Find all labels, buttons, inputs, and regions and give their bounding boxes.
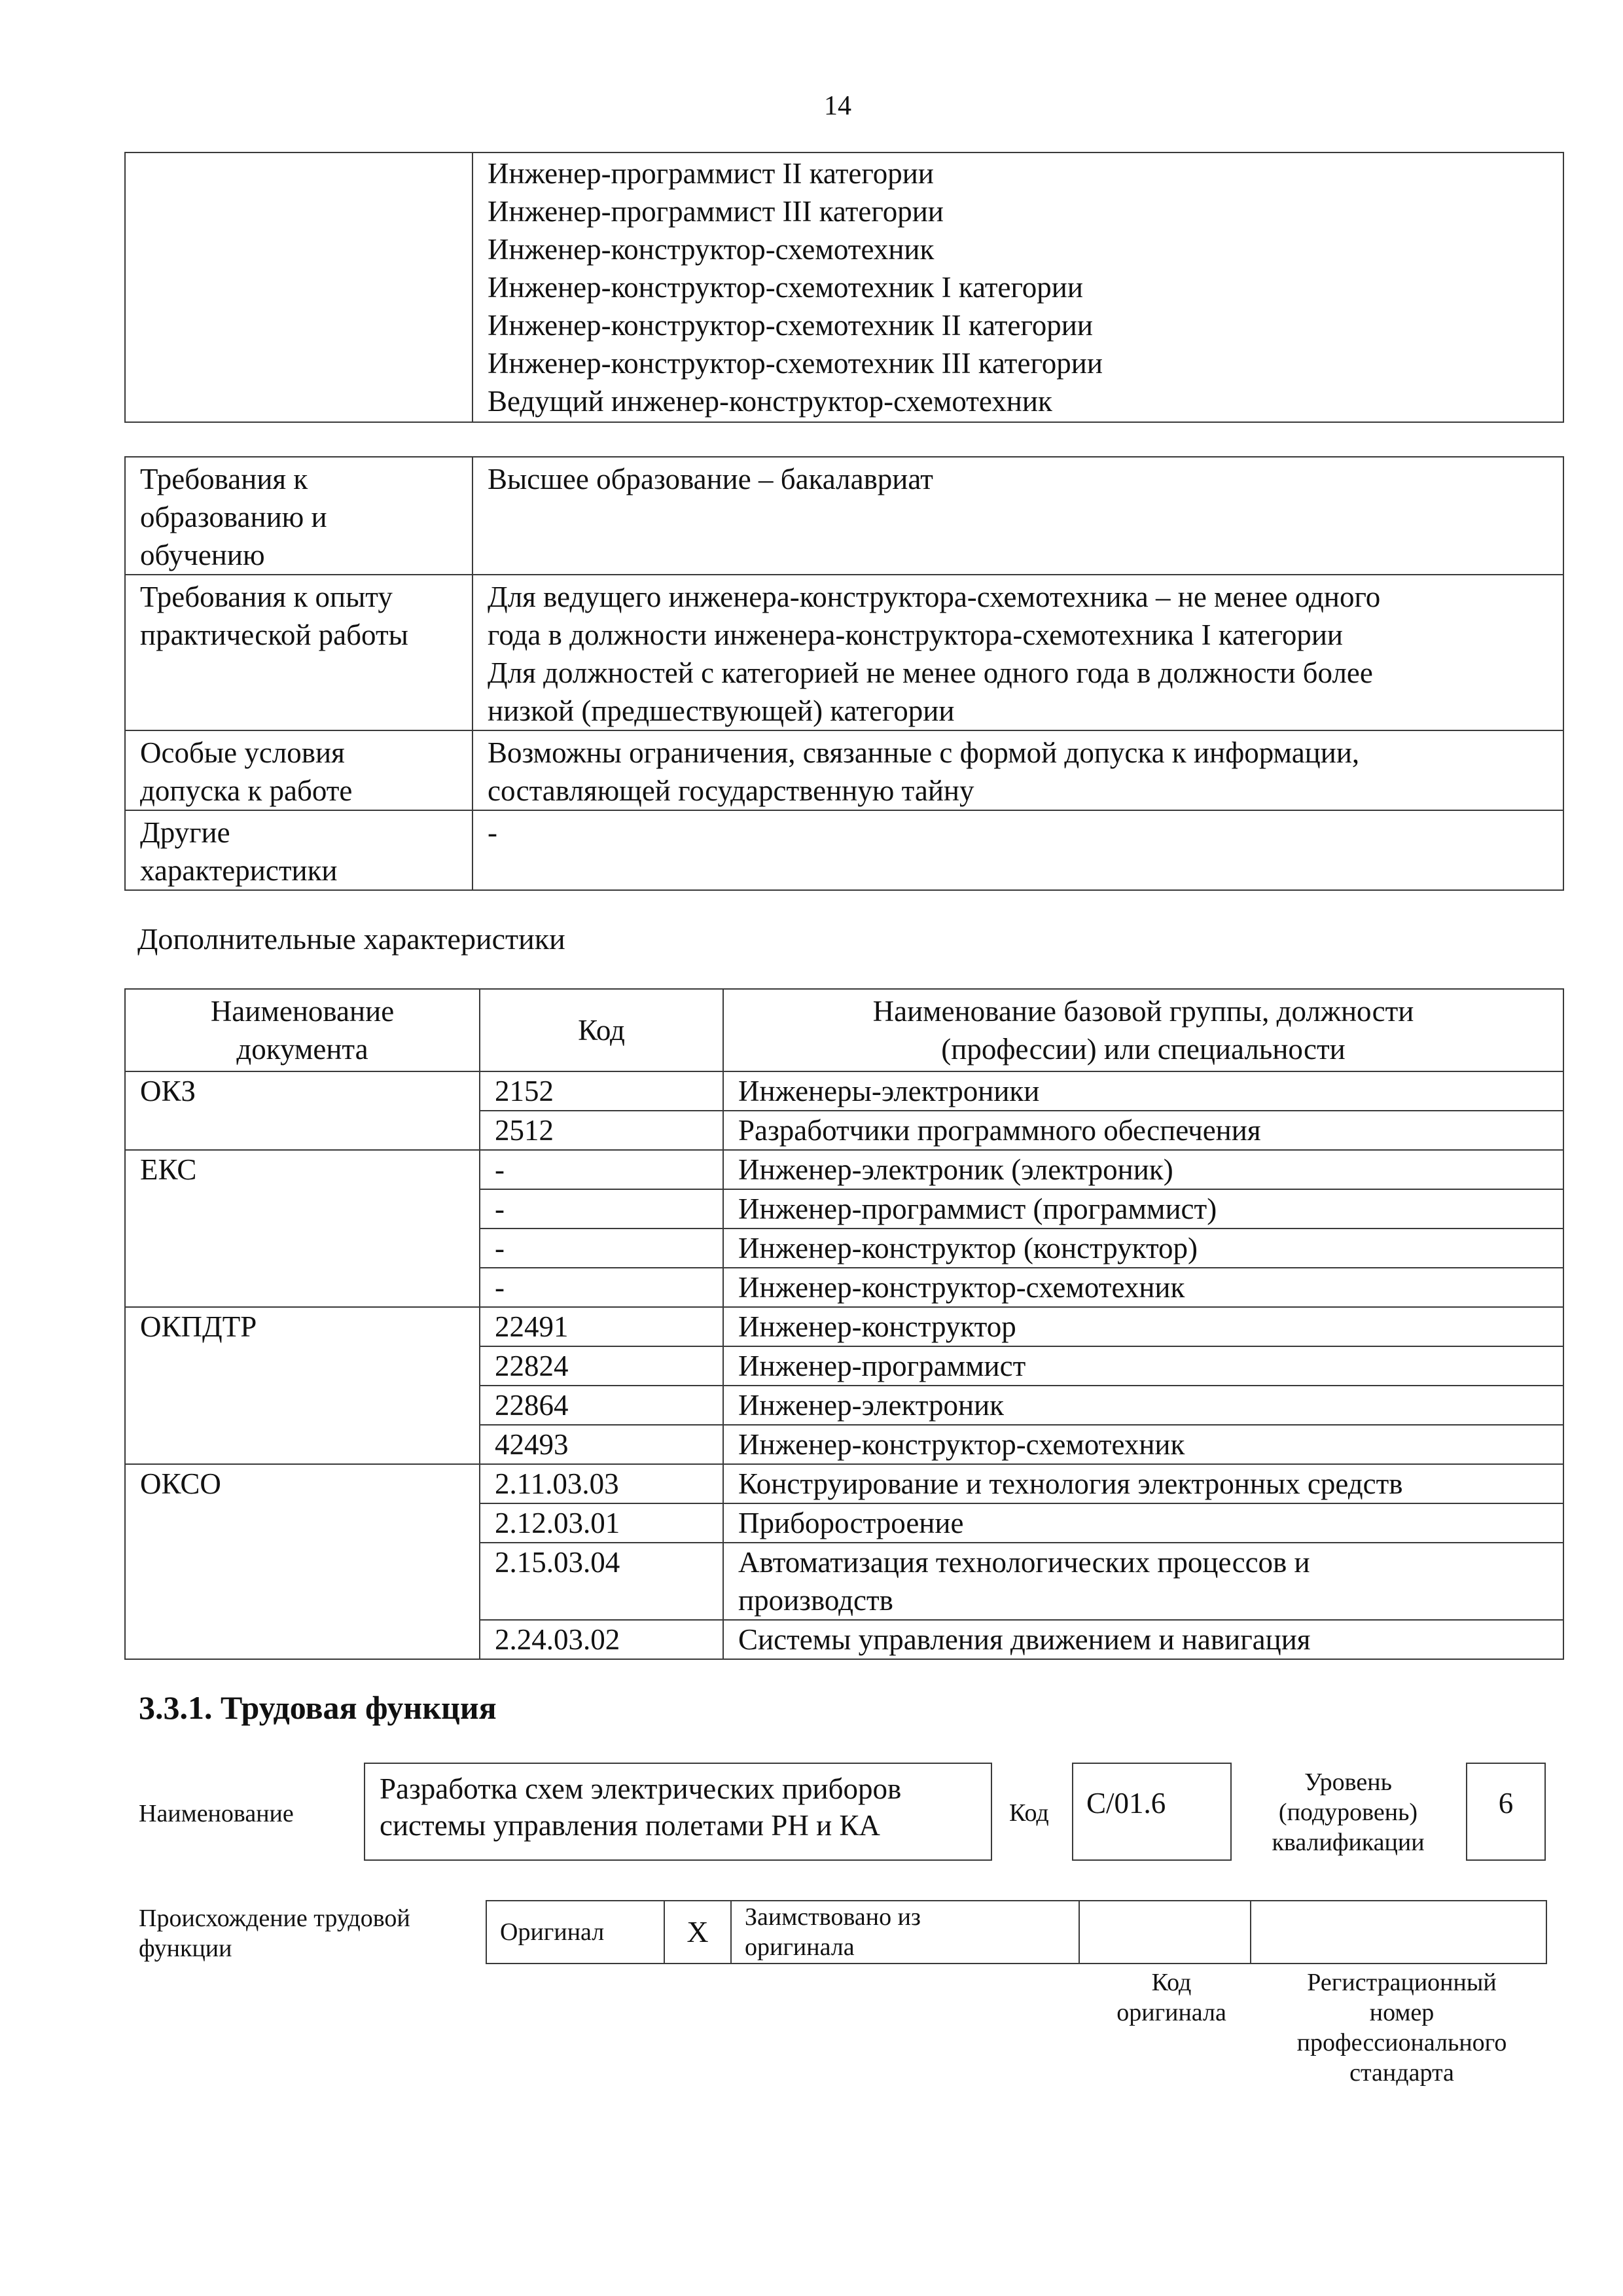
value-line: - [488, 816, 497, 849]
name-cell: Инженер-конструктор-схемотехник [723, 1425, 1563, 1464]
caption-line: Регистрационный [1307, 1969, 1497, 1996]
requirement-label [125, 457, 473, 575]
origin-label-line: функции [139, 1935, 232, 1962]
value-line: Для должностей с категорией не менее одного года в должности более [488, 656, 1373, 689]
position-item: Ведущий инженер-конструктор-схемотехник [488, 385, 1052, 418]
code-cell: - [480, 1229, 723, 1268]
caption-line: Код [1151, 1969, 1192, 1996]
table-row [125, 1071, 1563, 1111]
label-line: образованию и [140, 501, 327, 533]
function-code-label: Код [1009, 1799, 1049, 1827]
header-line: (профессии) или специальности [941, 1033, 1346, 1066]
code-cell: 2.11.03.03 [480, 1464, 723, 1503]
name-cell: Инженеры-электроники [723, 1071, 1563, 1111]
code-cell: 42493 [480, 1425, 723, 1464]
caption-line: номер [1369, 1999, 1435, 2026]
caption-line: оригинала [1116, 1999, 1226, 2026]
requirement-label [125, 810, 473, 890]
code-cell: 22824 [480, 1346, 723, 1386]
additional-title: Дополнительные характеристики [137, 922, 565, 956]
table-row [125, 1307, 1563, 1346]
header-name [723, 989, 1563, 1071]
origin-mark-cell: X [664, 1901, 731, 1964]
function-level-label [1243, 1767, 1453, 1857]
label-line: Требования к [140, 463, 308, 495]
name-cell: Разработчики программного обеспечения [723, 1111, 1563, 1150]
table-row [125, 457, 1563, 575]
position-item: Инженер-программист III категории [488, 195, 944, 228]
header-line: Наименование базовой группы, должности [872, 995, 1414, 1028]
code-cell: - [480, 1150, 723, 1189]
value-line: Для ведущего инженера-конструктора-схемотехника – не менее одного [488, 581, 1381, 613]
code-cell: - [480, 1268, 723, 1307]
code-cell: 2152 [480, 1071, 723, 1111]
origin-reg-caption [1257, 1967, 1547, 2088]
label-line: обучению [140, 539, 265, 571]
label-line: Другие [140, 816, 230, 849]
function-code-box: C/01.6 [1072, 1763, 1232, 1861]
name-cell: Приборостроение [723, 1503, 1563, 1543]
origin-borrowed-cell [731, 1901, 1079, 1964]
header-code: Код [480, 989, 723, 1071]
borrowed-line: оригинала [745, 1933, 855, 1961]
name-cell: Инженер-электроник (электроник) [723, 1150, 1563, 1189]
function-name-box [364, 1763, 992, 1861]
table-row [125, 1150, 1563, 1189]
value-line: низкой (предшествующей) категории [488, 694, 955, 727]
origin-original-cell: Оригинал [486, 1901, 664, 1964]
header-line: Наименование [210, 995, 395, 1028]
label-line: практической работы [140, 619, 408, 651]
code-cell: 2.15.03.04 [480, 1543, 723, 1620]
doc-cell-eks: ЕКС [125, 1150, 480, 1307]
positions-empty-cell [125, 152, 473, 422]
requirement-value [473, 730, 1563, 810]
table-row [125, 1464, 1563, 1503]
label-line: Требования к опыту [140, 581, 393, 613]
label-line: допуска к работе [140, 774, 353, 807]
position-item: Инженер-программист II категории [488, 157, 934, 190]
section-title: 3.3.1. Трудовая функция [139, 1689, 497, 1726]
value-line: года в должности инженера-конструктора-схемотехника I категории [488, 619, 1343, 651]
position-item: Инженер-конструктор-схемотехник I категории [488, 271, 1083, 304]
name-cell: Инженер-электроник [723, 1386, 1563, 1425]
requirement-value [473, 457, 1563, 575]
level-label-line: (подуровень) [1278, 1799, 1418, 1826]
header-line: документа [236, 1033, 368, 1066]
name-cell: Конструирование и технология электронных средств [723, 1464, 1563, 1503]
level-label-line: Уровень [1304, 1768, 1392, 1796]
code-cell: - [480, 1189, 723, 1229]
code-cell: 2.24.03.02 [480, 1620, 723, 1659]
doc-cell-okpdtr: ОКПДТР [125, 1307, 480, 1464]
function-name-label: Наименование [139, 1800, 294, 1827]
name-cell: Инженер-программист [723, 1346, 1563, 1386]
name-cell: Инженер-программист (программист) [723, 1189, 1563, 1229]
name-cell: Инженер-конструктор (конструктор) [723, 1229, 1563, 1268]
doc-cell-okso: ОКСО [125, 1464, 480, 1659]
name-line: Автоматизация технологических процессов и [738, 1546, 1310, 1579]
name-cell: Инженер-конструктор [723, 1307, 1563, 1346]
requirement-label [125, 575, 473, 730]
code-cell: 22864 [480, 1386, 723, 1425]
function-name-line: системы управления полетами РН и КА [380, 1809, 880, 1842]
positions-table [124, 152, 1564, 423]
name-cell [723, 1543, 1563, 1620]
requirement-label [125, 730, 473, 810]
code-cell: 22491 [480, 1307, 723, 1346]
origin-label-line: Происхождение трудовой [139, 1905, 410, 1932]
positions-list-cell [473, 152, 1563, 422]
table-row [486, 1901, 1546, 1964]
function-level-box: 6 [1466, 1763, 1546, 1861]
requirements-table [124, 456, 1564, 891]
page-number: 14 [824, 91, 851, 121]
borrowed-line: Заимствовано из [745, 1903, 921, 1931]
name-cell: Системы управления движением и навигация [723, 1620, 1563, 1659]
header-doc [125, 989, 480, 1071]
function-name-line: Разработка схем электрических приборов [380, 1772, 902, 1805]
label-line: характеристики [140, 854, 338, 887]
value-line: составляющей государственную тайну [488, 774, 974, 807]
additional-table [124, 988, 1564, 1660]
table-row [125, 575, 1563, 730]
value-line: Возможны ограничения, связанные с формой допуска к информации, [488, 736, 1360, 769]
code-cell: 2.12.03.01 [480, 1503, 723, 1543]
doc-cell-okz: ОКЗ [125, 1071, 480, 1150]
name-line: производств [738, 1584, 893, 1617]
requirement-value [473, 575, 1563, 730]
origin-reg-cell [1251, 1901, 1546, 1964]
table-row [125, 730, 1563, 810]
position-item: Инженер-конструктор-схемотехник II категории [488, 309, 1093, 342]
requirement-value [473, 810, 1563, 890]
value-line: Высшее образование – бакалавриат [488, 463, 933, 495]
table-header-row [125, 989, 1563, 1071]
origin-code-caption [1086, 1967, 1257, 2028]
origin-label [139, 1903, 410, 1964]
caption-line: стандарта [1349, 2059, 1454, 2087]
name-cell: Инженер-конструктор-схемотехник [723, 1268, 1563, 1307]
position-item: Инженер-конструктор-схемотехник III категории [488, 347, 1103, 380]
table-row [125, 810, 1563, 890]
label-line: Особые условия [140, 736, 345, 769]
code-cell: 2512 [480, 1111, 723, 1150]
level-label-line: квалификации [1272, 1829, 1425, 1856]
origin-code-cell [1079, 1901, 1251, 1964]
origin-table [486, 1900, 1547, 1964]
position-item: Инженер-конструктор-схемотехник [488, 233, 935, 266]
caption-line: профессионального [1296, 2029, 1507, 2056]
